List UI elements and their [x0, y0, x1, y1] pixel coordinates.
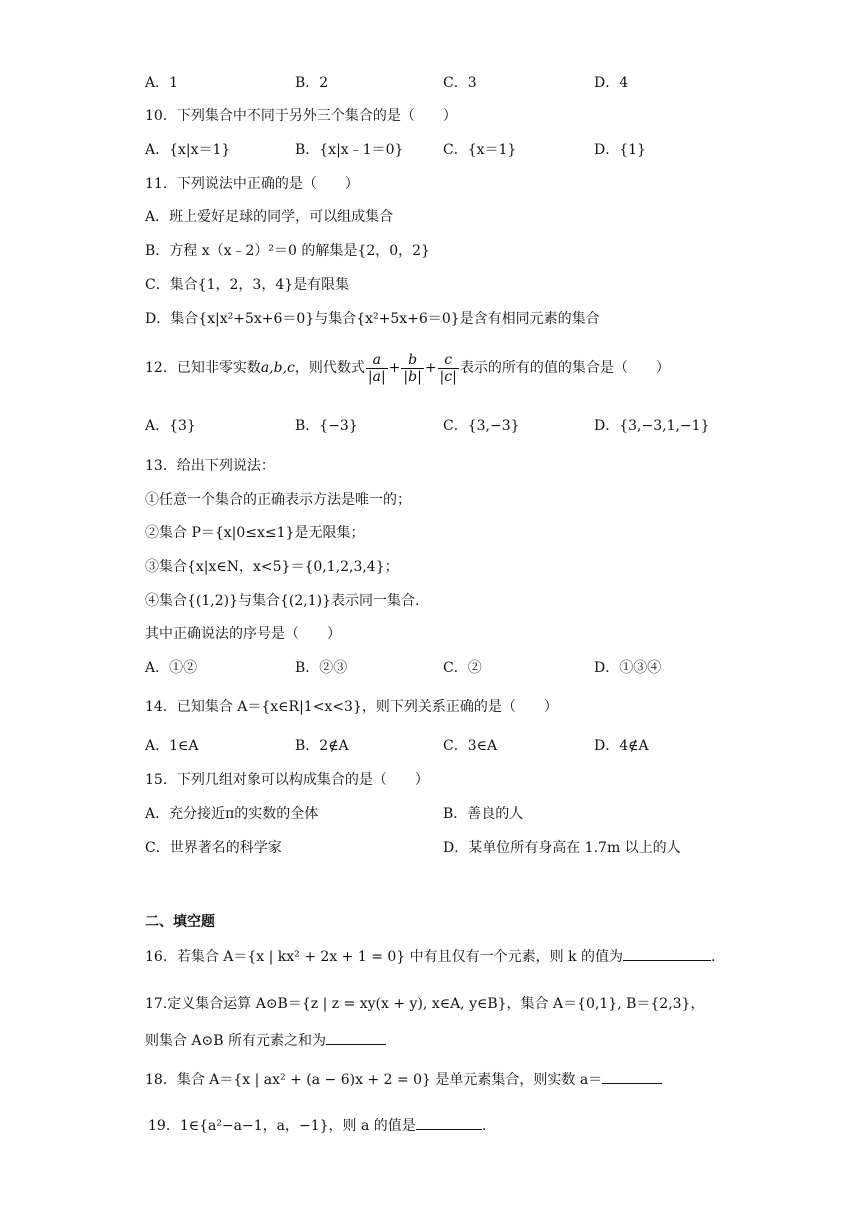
q19-text: 19．1∈{a²−a−1，a，−1}，则 a 的值是: [148, 1118, 416, 1134]
q18-answer-blank: [602, 1069, 662, 1084]
q10-option-c: C．{x＝1}: [443, 142, 517, 158]
section-heading: 二、填空题: [145, 914, 215, 930]
q17-line-1: 17.定义集合运算 A⊙B＝{z | z = xy(x + y), x∈A, y∈B}，集合 A＝{0,1}, B＝{2,3}，: [145, 996, 705, 1012]
q15-option-c: C．世界著名的科学家: [145, 840, 282, 856]
q11-option-b: B．方程 x（x﹣2）²＝0 的解集是{2，0，2}: [145, 243, 430, 259]
q19: [148, 1115, 486, 1136]
q13-statement-4: ④集合{(1,2)}与集合{(2,1)}表示同一集合.: [145, 593, 420, 609]
q16-answer-blank: [623, 946, 711, 961]
q13-option-b: B．②③: [295, 660, 348, 676]
q14-option-d: D．4∉A: [594, 738, 649, 754]
q11-option-a: A．班上爱好足球的同学，可以组成集合: [145, 209, 394, 225]
fraction-a: [366, 352, 388, 385]
q19-post: .: [481, 1118, 487, 1134]
q13-statement-3: ③集合{x|x∈N，x<5}＝{0,1,2,3,4}；: [145, 559, 399, 575]
q9-option-a: A．1: [145, 75, 179, 91]
q12-option-a: A．{3}: [145, 418, 196, 434]
q9-option-b: B．2: [295, 75, 329, 91]
q13-option-c: C．②: [443, 660, 482, 676]
fraction-a-numerator: a: [372, 351, 381, 368]
q13-option-a: A．①②: [145, 660, 198, 676]
q16-post: .: [711, 949, 716, 965]
q10-stem: 10．下列集合中不同于另外三个集合的是（ ）: [145, 108, 457, 124]
q17-answer-blank: [326, 1030, 386, 1045]
q12-option-b: B．{−3}: [295, 418, 358, 434]
fraction-b: [401, 352, 423, 385]
q9-option-c: C．3: [443, 75, 477, 91]
q17-text: 则集合 A⊙B 所有元素之和为: [145, 1033, 327, 1049]
q13-statement-1: ①任意一个集合的正确表示方法是唯一的；: [145, 492, 411, 508]
q19-answer-blank: [416, 1115, 482, 1130]
fraction-c-denominator: |c|: [439, 368, 457, 385]
q14-stem: 14．已知集合 A＝{x∈R|1<x<3}，则下列关系正确的是（ ）: [145, 699, 558, 715]
q10-option-a: A．{x|x＝1}: [145, 142, 231, 158]
q15-stem: 15．下列几组对象可以构成集合的是（ ）: [145, 772, 429, 788]
q13-option-d: D．①③④: [594, 660, 662, 676]
fraction-b-numerator: b: [408, 351, 418, 368]
fraction-b-denominator: |b|: [403, 368, 422, 385]
q9-option-d: D．4: [594, 75, 629, 91]
q18-text: 18．集合 A＝{x | ax² + (a − 6)x + 2 = 0} 是单元素集合，则实数 a＝: [145, 1072, 603, 1088]
q15-option-a: A．充分接近π的实数的全体: [145, 806, 319, 822]
q15-option-b: B．善良的人: [443, 806, 524, 822]
q10-option-d: D．{1}: [594, 142, 646, 158]
q14-option-a: A．1∈A: [145, 738, 199, 754]
fraction-c-numerator: c: [444, 351, 453, 368]
q12-stem: 12．已知非零实数a,b,c，则代数式 $\frac{a}{|a|}$ + $\frac{b}{|b|}$ + $\frac{c}{|c|}$ 表示的所有的值的集合是（ ）: [145, 351, 670, 385]
q12-option-d: D．{3,−3,1,−1}: [594, 418, 710, 434]
q14-option-c: C．3∈A: [443, 738, 498, 754]
q13-stem: 13．给出下列说法：: [145, 458, 275, 474]
q12-option-c: C．{3,−3}: [443, 418, 520, 434]
q11-stem: 11．下列说法中正确的是（ ）: [145, 176, 359, 192]
q17-line-2: [145, 1030, 386, 1051]
q12-post: 表示的所有的值的集合是（ ）: [459, 360, 670, 376]
q13-ask: 其中正确说法的序号是（ ）: [145, 626, 341, 642]
q14-option-b: B．2∉A: [295, 738, 349, 754]
fraction-a-denominator: |a|: [367, 368, 386, 385]
q11-option-c: C．集合{1，2，3，4}是有限集: [145, 277, 350, 293]
q16: [145, 946, 716, 967]
q12-pre: 12．已知非零实数: [145, 360, 261, 376]
q15-option-d: D．某单位所有身高在 1.7m 以上的人: [443, 840, 681, 856]
fraction-c: [438, 352, 459, 385]
q18: [145, 1069, 662, 1090]
q16-text: 16．若集合 A＝{x | kx² + 2x + 1 = 0} 中有且仅有一个元素，则 k 的值为: [145, 949, 624, 965]
q11-option-d: D．集合{x|x²+5x+6＝0}与集合{x²+5x+6＝0}是含有相同元素的集合: [145, 311, 600, 327]
q13-statement-2: ②集合 P＝{x|0≤x≤1}是无限集；: [145, 525, 365, 541]
q10-option-b: B．{x|x﹣1＝0}: [295, 142, 404, 158]
q12-vars: a,b,c: [260, 360, 295, 376]
q12-mid: ，则代数式: [294, 360, 365, 376]
